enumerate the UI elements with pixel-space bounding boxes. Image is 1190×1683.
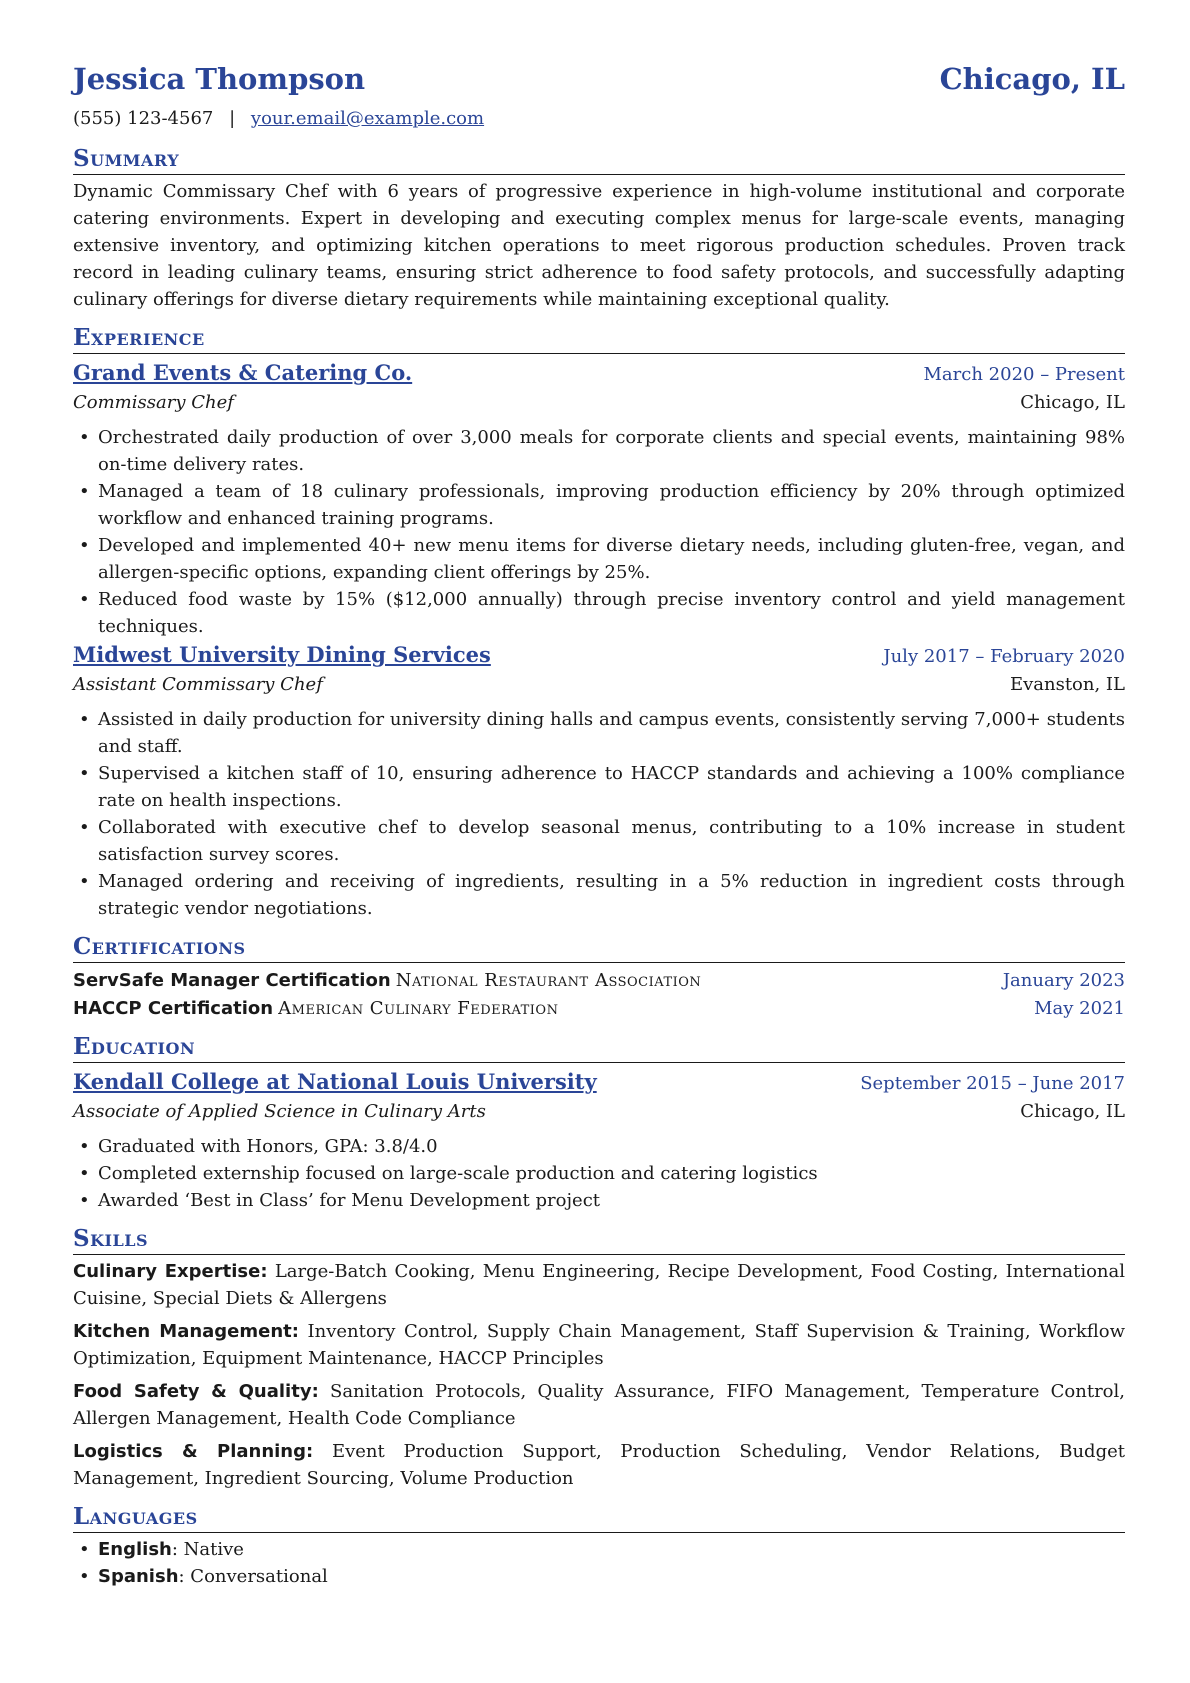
list-item: • Completed externship focused on large-scale production and catering logistics	[73, 1160, 1125, 1187]
language-level: : Conversational	[178, 1566, 328, 1587]
skill-label: Logistics & Planning:	[73, 1441, 314, 1462]
certifications-list	[73, 967, 1125, 1022]
resume-page	[73, 62, 1125, 1590]
certification-issuer: National Restaurant Association	[395, 970, 702, 991]
list-item: • Collaborated with executive chef to develop seasonal menus, contributing to a 10% increase in student satisfaction survey scores.	[73, 814, 1125, 868]
job-org-link[interactable]: Grand Events & Catering Co.	[73, 360, 413, 385]
education-heading: Education	[73, 1032, 1125, 1063]
summary-heading: Summary	[73, 144, 1125, 175]
experience-heading: Experience	[73, 323, 1125, 354]
degree: Associate of Applied Science in Culinary Arts	[73, 1101, 486, 1122]
phone-number: (555) 123-4567	[73, 108, 214, 129]
skill-group	[73, 1318, 1125, 1372]
job-bullets	[73, 706, 1125, 922]
job-dates: July 2017 – February 2020	[883, 646, 1125, 667]
job-org-link[interactable]: Midwest University Dining Services	[73, 642, 491, 667]
language-name: Spanish	[98, 1566, 179, 1587]
certification-date: January 2023	[1002, 970, 1125, 991]
skill-text: Event Production Support, Production Scheduling, Vendor Relations, Budget Management, Ingredient Sourcing, Volume Production	[73, 1441, 1125, 1489]
skill-text: Large-Batch Cooking, Menu Engineering, Recipe Development, Food Costing, International Cuisine, Special Diets & Allergens	[73, 1261, 1125, 1309]
certification-name: ServSafe Manager Certification	[73, 970, 391, 991]
list-item	[73, 1536, 1125, 1563]
skill-group	[73, 1438, 1125, 1492]
certification-date: May 2021	[1034, 998, 1125, 1019]
contact-line	[73, 108, 1125, 134]
language-name: English	[98, 1539, 172, 1560]
languages-heading: Languages	[73, 1502, 1125, 1533]
candidate-city: Chicago, IL	[939, 62, 1125, 96]
list-item	[73, 1563, 1125, 1590]
list-item: • Supervised a kitchen staff of 10, ensuring adherence to HACCP standards and achieving a 100% compliance rate on health inspections.	[73, 760, 1125, 814]
certification-issuer: American Culinary Federation	[278, 998, 559, 1019]
skills-list	[73, 1258, 1125, 1492]
education-dates: September 2015 – June 2017	[860, 1073, 1125, 1094]
job-entry	[73, 640, 1125, 922]
education-location: Chicago, IL	[1020, 1101, 1125, 1122]
skill-label: Culinary Expertise:	[73, 1261, 268, 1282]
list-item: • Reduced food waste by 15% ($12,000 annually) through precise inventory control and yield management techniques.	[73, 586, 1125, 640]
school-link[interactable]: Kendall College at National Louis University	[73, 1069, 597, 1094]
contact-separator: |	[229, 108, 236, 129]
certification-row	[73, 995, 1125, 1022]
language-level: : Native	[171, 1539, 244, 1560]
list-item: • Managed a team of 18 culinary professionals, improving production efficiency by 20% through optimized workflow and enhanced training programs.	[73, 478, 1125, 532]
education-bullets	[73, 1133, 1125, 1214]
skill-label: Kitchen Management:	[73, 1321, 299, 1342]
job-location: Chicago, IL	[1020, 392, 1125, 413]
candidate-name: Jessica Thompson	[73, 62, 366, 96]
certification-row	[73, 967, 1125, 994]
skill-group	[73, 1258, 1125, 1312]
list-item: • Managed ordering and receiving of ingredients, resulting in a 5% reduction in ingredient costs through strategic vendor negotiations.	[73, 868, 1125, 922]
job-location: Evanston, IL	[1009, 674, 1125, 695]
skill-label: Food Safety & Quality:	[73, 1381, 319, 1402]
skill-text: Sanitation Protocols, Quality Assurance, FIFO Management, Temperature Control, Allergen Management, Health Code Compliance	[73, 1381, 1125, 1429]
skill-group	[73, 1378, 1125, 1432]
email-link[interactable]: your.email@example.com	[250, 108, 485, 129]
education-entry	[73, 1067, 1125, 1214]
list-item: • Assisted in daily production for university dining halls and campus events, consistently serving 7,000+ students and staff.	[73, 706, 1125, 760]
job-bullets	[73, 424, 1125, 640]
list-item: • Developed and implemented 40+ new menu items for diverse dietary needs, including gluten-free, vegan, and allergen-specific options, expanding client offerings by 25%.	[73, 532, 1125, 586]
job-role: Commissary Chef	[73, 392, 234, 413]
job-entry	[73, 358, 1125, 640]
skills-heading: Skills	[73, 1224, 1125, 1255]
job-dates: March 2020 – Present	[923, 364, 1125, 385]
list-item: • Graduated with Honors, GPA: 3.8/4.0	[73, 1133, 1125, 1160]
list-item: • Orchestrated daily production of over 3,000 meals for corporate clients and special events, maintaining 98% on-time delivery rates.	[73, 424, 1125, 478]
header	[73, 62, 1125, 106]
languages-list	[73, 1536, 1125, 1590]
skill-text: Inventory Control, Supply Chain Management, Staff Supervision & Training, Workflow Optimization, Equipment Maintenance, HACCP Principles	[73, 1321, 1125, 1369]
certification-name: HACCP Certification	[73, 998, 274, 1019]
summary-text: Dynamic Commissary Chef with 6 years of progressive experience in high-volume institutional and corporate catering environments. Expert in developing and executing complex menus for large-scale events, managing extensive inventory, and optimizing kitchen operations to meet rigorous production schedules. Proven track record in leading culinary teams, ensuring strict adherence to food safety protocols, and successfully adapting culinary offerings for diverse dietary requirements while maintaining exceptional quality.	[73, 181, 1125, 310]
certifications-heading: Certifications	[73, 932, 1125, 963]
list-item: • Awarded ‘Best in Class’ for Menu Development project	[73, 1187, 1125, 1214]
job-role: Assistant Commissary Chef	[73, 674, 323, 695]
